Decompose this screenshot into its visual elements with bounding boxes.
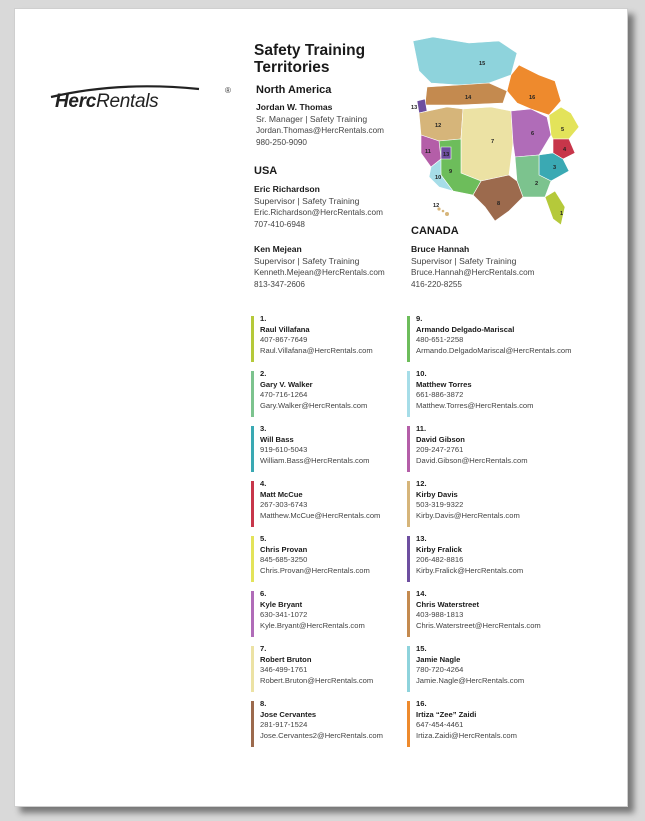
map-region-1: [545, 191, 565, 225]
contact-name: Bruce Hannah: [411, 244, 470, 254]
territory-contact-name: Chris Waterstreet: [416, 599, 480, 609]
territory-contact-name: Armando Delgado-Mariscal: [416, 324, 515, 334]
map-label: 12: [435, 123, 442, 129]
territory-entry: [407, 534, 586, 576]
territory-entry: [407, 644, 586, 686]
contact-phone: 813-347-2606: [254, 280, 305, 289]
logo-brand-bold: Herc: [55, 91, 97, 112]
territory-color-bar: [407, 426, 410, 472]
territory-contact-name: Jose Cervantes: [260, 709, 317, 719]
territory-phone: 407-867-7649: [260, 335, 308, 344]
map-region-7: [461, 107, 513, 181]
map-region-14: [425, 83, 507, 105]
territory-email[interactable]: William.Bass@HercRentals.com: [260, 455, 370, 465]
territory-email[interactable]: Robert.Bruton@HercRentals.com: [260, 675, 374, 685]
territory-contact-name: Jamie Nagle: [416, 654, 461, 664]
contact-phone: 707-410-6948: [254, 220, 305, 229]
territory-color-bar: [251, 371, 254, 417]
territory-number: 16.: [416, 699, 427, 708]
territory-email[interactable]: Kyle.Bryant@HercRentals.com: [260, 620, 365, 630]
contact-phone: 980-250-9090: [256, 138, 307, 147]
territory-email[interactable]: Jamie.Nagle@HercRentals.com: [416, 675, 525, 685]
territory-number: 1.: [260, 314, 267, 323]
map-label: 7: [491, 139, 495, 145]
territory-color-bar: [251, 646, 254, 692]
territory-contact-name: Kirby Fralick: [416, 544, 463, 554]
territory-contact-name: Kirby Davis: [416, 489, 458, 499]
map-region-5: [549, 107, 579, 139]
territory-map: [399, 35, 599, 235]
contact-name: Eric Richardson: [254, 184, 320, 194]
territory-phone: 470-716-1264: [260, 390, 308, 399]
map-label: 12: [433, 203, 440, 209]
territory-phone: 346-499-1761: [260, 665, 308, 674]
territory-number: 15.: [416, 644, 427, 653]
herc-rentals-logo: [49, 81, 231, 117]
territory-email[interactable]: Chris.Waterstreet@HercRentals.com: [416, 620, 541, 630]
territory-number: 8.: [260, 699, 267, 708]
contact-title: Sr. Manager | Safety Training: [256, 114, 368, 124]
territory-number: 4.: [260, 479, 267, 488]
territory-phone: 403-988-1813: [416, 610, 464, 619]
north-america-heading: North America: [256, 84, 332, 96]
territory-number: 9.: [416, 314, 423, 323]
contact-email[interactable]: Kenneth.Mejean@HercRentals.com: [254, 268, 385, 277]
territory-color-bar: [407, 481, 410, 527]
territory-phone: 503-319-9322: [416, 500, 464, 509]
territory-entry: [407, 314, 586, 356]
territory-number: 7.: [260, 644, 267, 653]
territory-email[interactable]: Matthew.McCue@HercRentals.com: [260, 510, 381, 520]
territory-contact-name: Robert Bruton: [260, 654, 312, 664]
map-label: 13: [411, 105, 418, 111]
territory-number: 5.: [260, 534, 267, 543]
territory-entry: [407, 699, 586, 741]
document-page: [14, 8, 628, 807]
logo-brand-rest: Rentals: [96, 91, 159, 112]
territory-number: 13.: [416, 534, 427, 543]
territory-contact-name: Matthew Torres: [416, 379, 472, 389]
territory-color-bar: [251, 701, 254, 747]
territory-color-bar: [251, 316, 254, 362]
territory-entry: [251, 369, 430, 411]
territory-phone: 281-917-1524: [260, 720, 308, 729]
territory-entry: [251, 424, 430, 466]
territory-phone: 630-341-1072: [260, 610, 308, 619]
territory-number: 6.: [260, 589, 267, 598]
territory-contact-name: David Gibson: [416, 434, 465, 444]
territory-contact-name: Will Bass: [260, 434, 294, 444]
map-label: 9: [449, 169, 453, 175]
territory-phone: 919-610-5043: [260, 445, 308, 454]
territory-contact-name: Raul Villafana: [260, 324, 310, 334]
territory-contact-name: Irtiza “Zee” Zaidi: [416, 709, 477, 719]
map-label: 5: [561, 127, 565, 133]
contact-name: Ken Mejean: [254, 244, 302, 254]
usa-contact: [254, 183, 383, 231]
territory-color-bar: [251, 536, 254, 582]
map-label: 2: [535, 181, 539, 187]
territory-phone: 267-303-6743: [260, 500, 308, 509]
contact-title: Supervisor | Safety Training: [254, 256, 360, 266]
territory-color-bar: [407, 591, 410, 637]
territory-phone: 661-886-3872: [416, 390, 464, 399]
map-label: 4: [563, 147, 567, 153]
territory-contact-name: Kyle Bryant: [260, 599, 303, 609]
territory-contact-name: Chris Provan: [260, 544, 308, 554]
map-region-15: [413, 37, 517, 85]
territory-color-bar: [407, 701, 410, 747]
territory-email[interactable]: David.Gibson@HercRentals.com: [416, 455, 528, 465]
territory-number: 11.: [416, 424, 427, 433]
usa-heading: USA: [254, 165, 278, 177]
map-label: 14: [465, 95, 472, 101]
territory-color-bar: [407, 371, 410, 417]
territory-entry: [407, 589, 586, 631]
north-america-contact: [256, 101, 384, 149]
territory-entry: [251, 644, 430, 686]
territory-email[interactable]: Kirby.Fralick@HercRentals.com: [416, 565, 524, 575]
territory-number: 12.: [416, 479, 427, 488]
territory-email[interactable]: Matthew.Torres@HercRentals.com: [416, 400, 534, 410]
territory-entry: [251, 479, 430, 521]
page-title: Safety Training Territories: [254, 42, 366, 76]
territory-color-bar: [251, 591, 254, 637]
territory-contact-name: Gary V. Walker: [260, 379, 313, 389]
territory-number: 14.: [416, 589, 427, 598]
map-label: 3: [553, 165, 557, 171]
map-label: 10: [435, 175, 442, 181]
map-label: 8: [497, 201, 501, 207]
territory-phone: 780-720-4264: [416, 665, 464, 674]
territory-email[interactable]: Gary.Walker@HercRentals.com: [260, 400, 368, 410]
territory-entry: [251, 589, 430, 631]
territory-color-bar: [407, 536, 410, 582]
territory-phone: 209-247-2761: [416, 445, 464, 454]
territory-entry: [407, 479, 586, 521]
map-label: 1: [560, 211, 564, 217]
map-label: 13: [443, 152, 450, 158]
territory-email[interactable]: Raul.Villafana@HercRentals.com: [260, 345, 373, 355]
logo-registered-mark: ®: [225, 86, 231, 95]
territory-color-bar: [407, 646, 410, 692]
map-label: 16: [529, 95, 536, 101]
contact-name: Jordan W. Thomas: [256, 102, 333, 112]
territory-color-bar: [251, 481, 254, 527]
territory-entry: [251, 699, 430, 741]
territory-contact-name: Matt McCue: [260, 489, 303, 499]
territory-email[interactable]: Kirby.Davis@HercRentals.com: [416, 510, 520, 520]
canada-contact: [411, 243, 534, 291]
territory-color-bar: [407, 316, 410, 362]
contact-phone: 416-220-8255: [411, 280, 462, 289]
contact-title: Supervisor | Safety Training: [411, 256, 517, 266]
territory-phone: 845-685-3250: [260, 555, 308, 564]
territory-email[interactable]: Irtiza.Zaidi@HercRentals.com: [416, 730, 517, 740]
territory-email[interactable]: Chris.Provan@HercRentals.com: [260, 565, 370, 575]
canada-heading: CANADA: [411, 225, 459, 237]
territory-entry: [407, 424, 586, 466]
map-region-13: [417, 99, 427, 113]
map-label: 11: [425, 149, 431, 155]
contact-title: Supervisor | Safety Training: [254, 196, 360, 206]
territory-phone: 206-482-8816: [416, 555, 464, 564]
territory-email[interactable]: Armando.DelgadoMariscal@HercRentals.com: [416, 345, 572, 355]
territory-entry: [407, 369, 586, 411]
usa-contact: [254, 243, 385, 291]
contact-email[interactable]: Bruce.Hannah@HercRentals.com: [411, 268, 535, 277]
territory-number: 2.: [260, 369, 267, 378]
map-label: 15: [479, 61, 486, 67]
map-label: 6: [531, 131, 535, 137]
territory-entry: [251, 314, 430, 356]
territory-entry: [251, 534, 430, 576]
map-region-16: [507, 65, 561, 115]
territory-color-bar: [251, 426, 254, 472]
contact-email[interactable]: Jordan.Thomas@HercRentals.com: [256, 126, 384, 135]
contact-email[interactable]: Eric.Richardson@HercRentals.com: [254, 208, 383, 217]
territory-phone: 647-454-4461: [416, 720, 464, 729]
territory-phone: 480-651-2258: [416, 335, 464, 344]
territory-number: 10.: [416, 369, 427, 378]
territory-number: 3.: [260, 424, 267, 433]
territory-email[interactable]: Jose.Cervantes2@HercRentals.com: [260, 730, 383, 740]
